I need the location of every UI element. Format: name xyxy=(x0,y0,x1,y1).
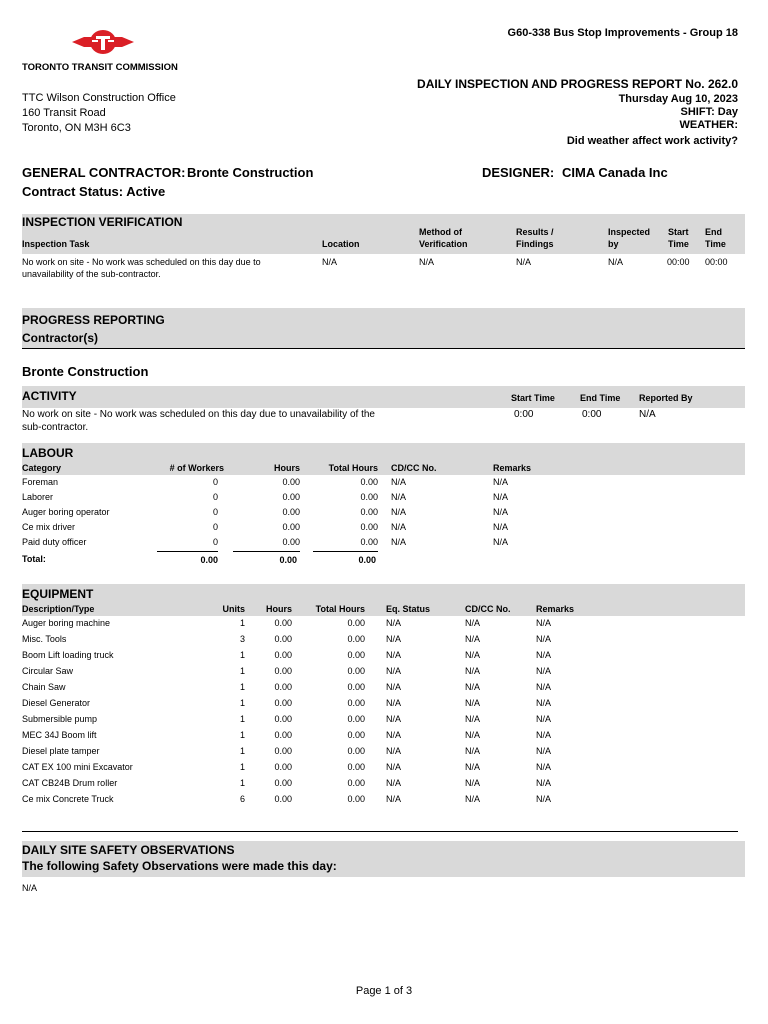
inspection-location: N/A xyxy=(322,257,338,267)
activity-title: ACTIVITY xyxy=(22,389,77,403)
equipment-cell-hours: 0.00 xyxy=(274,778,292,788)
report-title: DAILY INSPECTION AND PROGRESS REPORT No. 262.0 xyxy=(417,77,738,91)
office-line-3: Toronto, ON M3H 6C3 xyxy=(22,122,131,134)
equipment-cell-total: 0.00 xyxy=(347,682,365,692)
col-labour-remarks: Remarks xyxy=(493,463,532,473)
equipment-cell-total: 0.00 xyxy=(347,634,365,644)
weather-question: Did weather affect work activity? xyxy=(566,135,738,147)
equipment-cell-desc: Chain Saw xyxy=(22,682,66,692)
safety-divider xyxy=(22,831,738,832)
labour-total-line-3 xyxy=(313,551,378,552)
equipment-cell-status: N/A xyxy=(386,650,402,660)
equipment-cell-hours: 0.00 xyxy=(274,746,292,756)
equipment-cell-hours: 0.00 xyxy=(274,618,292,628)
equipment-cell-total: 0.00 xyxy=(347,698,365,708)
equipment-cell-hours: 0.00 xyxy=(274,634,292,644)
activity-reported-by: N/A xyxy=(639,409,656,420)
equipment-header-bar xyxy=(22,584,745,616)
col-location: Location xyxy=(322,239,360,249)
inspection-inspected-by: N/A xyxy=(608,257,624,267)
equipment-cell-status: N/A xyxy=(386,762,402,772)
equipment-cell-units: 1 xyxy=(239,698,245,708)
page-number: Page 1 of 3 xyxy=(355,985,413,997)
equipment-cell-total: 0.00 xyxy=(347,762,365,772)
equipment-cell-hours: 0.00 xyxy=(274,682,292,692)
labour-cell-remarks: N/A xyxy=(493,492,509,502)
activity-header-bar xyxy=(22,386,745,408)
equipment-cell-total: 0.00 xyxy=(347,666,365,676)
col-labour-hours: Hours xyxy=(273,463,300,473)
inspection-task-line-2: unavailability of the sub-contractor. xyxy=(22,269,161,279)
labour-cell-total: 0.00 xyxy=(360,537,378,547)
equipment-cell-cdcc: N/A xyxy=(465,682,481,692)
col-inspected-2: by xyxy=(608,239,619,249)
equipment-cell-status: N/A xyxy=(386,666,402,676)
equipment-cell-remarks: N/A xyxy=(536,762,552,772)
labour-cell-category: Foreman xyxy=(22,477,59,487)
inspection-task-line-1: No work on site - No work was scheduled on this day due to xyxy=(22,257,261,267)
equipment-cell-units: 1 xyxy=(239,618,245,628)
labour-cell-workers: 0 xyxy=(212,507,218,517)
equipment-cell-desc: CAT CB24B Drum roller xyxy=(22,778,118,788)
shift: SHIFT: Day xyxy=(680,106,738,118)
col-equip-hours: Hours xyxy=(265,604,292,614)
activity-start: 0:00 xyxy=(514,409,534,420)
labour-cell-workers: 0 xyxy=(212,537,218,547)
progress-divider xyxy=(22,348,745,349)
labour-cell-workers: 0 xyxy=(212,492,218,502)
labour-cell-total: 0.00 xyxy=(360,477,378,487)
equipment-cell-desc: Auger boring machine xyxy=(22,618,111,628)
safety-value: N/A xyxy=(22,883,38,893)
labour-cell-remarks: N/A xyxy=(493,537,509,547)
equipment-cell-cdcc: N/A xyxy=(465,714,481,724)
equipment-cell-cdcc: N/A xyxy=(465,698,481,708)
labour-cell-total: 0.00 xyxy=(360,507,378,517)
activity-desc-line-2: sub-contractor. xyxy=(22,422,89,433)
safety-title: DAILY SITE SAFETY OBSERVATIONS xyxy=(22,843,235,857)
labour-cell-remarks: N/A xyxy=(493,477,509,487)
equipment-cell-hours: 0.00 xyxy=(274,666,292,676)
col-labour-workers: # of Workers xyxy=(169,463,224,473)
labour-cell-remarks: N/A xyxy=(493,522,509,532)
equipment-cell-status: N/A xyxy=(386,618,402,628)
equipment-cell-units: 1 xyxy=(239,714,245,724)
equipment-cell-total: 0.00 xyxy=(347,650,365,660)
equipment-cell-units: 1 xyxy=(239,666,245,676)
equipment-cell-status: N/A xyxy=(386,714,402,724)
equipment-cell-units: 1 xyxy=(239,778,245,788)
equipment-cell-desc: Circular Saw xyxy=(22,666,74,676)
equipment-cell-cdcc: N/A xyxy=(465,762,481,772)
equipment-cell-desc: Boom Lift loading truck xyxy=(22,650,114,660)
equipment-cell-remarks: N/A xyxy=(536,666,552,676)
equipment-cell-cdcc: N/A xyxy=(465,650,481,660)
general-contractor: Bronte Construction xyxy=(187,165,314,180)
labour-cell-category: Auger boring operator xyxy=(22,507,110,517)
equipment-cell-remarks: N/A xyxy=(536,730,552,740)
equipment-cell-desc: Diesel plate tamper xyxy=(22,746,100,756)
equipment-cell-desc: Ce mix Concrete Truck xyxy=(22,794,114,804)
labour-total-line-1 xyxy=(157,551,218,552)
equipment-cell-status: N/A xyxy=(386,746,402,756)
contract-status: Contract Status: Active xyxy=(22,184,166,199)
labour-cell-total: 0.00 xyxy=(360,522,378,532)
equipment-cell-cdcc: N/A xyxy=(465,794,481,804)
equipment-cell-cdcc: N/A xyxy=(465,618,481,628)
labour-total-total: 0.00 xyxy=(358,555,376,565)
labour-cell-hours: 0.00 xyxy=(282,507,300,517)
equipment-cell-units: 3 xyxy=(239,634,245,644)
labour-cell-total: 0.00 xyxy=(360,492,378,502)
activity-desc-line-1: No work on site - No work was scheduled on this day due to unavailability of the xyxy=(22,409,375,420)
equipment-cell-cdcc: N/A xyxy=(465,778,481,788)
labour-title: LABOUR xyxy=(22,446,74,460)
weather-label: WEATHER: xyxy=(679,119,738,131)
equipment-cell-hours: 0.00 xyxy=(274,650,292,660)
general-contractor-label: GENERAL CONTRACTOR: xyxy=(22,165,186,180)
col-equip-cdcc: CD/CC No. xyxy=(465,604,511,614)
col-equip-units: Units xyxy=(222,604,245,614)
col-equip-total: Total Hours xyxy=(315,604,365,614)
equipment-cell-total: 0.00 xyxy=(347,794,365,804)
col-end-1: End xyxy=(705,227,722,237)
col-activity-end: End Time xyxy=(580,393,621,403)
equipment-cell-units: 1 xyxy=(239,730,245,740)
contractor-name: Bronte Construction xyxy=(22,364,149,379)
equipment-cell-hours: 0.00 xyxy=(274,714,292,724)
safety-subtitle: The following Safety Observations were made this day: xyxy=(22,859,337,873)
col-inspected-1: Inspected xyxy=(608,227,651,237)
col-activity-start: Start Time xyxy=(511,393,555,403)
equipment-cell-remarks: N/A xyxy=(536,714,552,724)
labour-total-label: Total: xyxy=(22,554,46,564)
inspection-end: 00:00 xyxy=(705,257,728,267)
progress-title: PROGRESS REPORTING xyxy=(22,313,165,327)
equipment-cell-hours: 0.00 xyxy=(274,698,292,708)
designer-label: DESIGNER: xyxy=(482,165,555,180)
equipment-cell-hours: 0.00 xyxy=(274,762,292,772)
equipment-cell-desc: Submersible pump xyxy=(22,714,98,724)
col-results-1: Results / xyxy=(516,227,554,237)
labour-total-workers: 0.00 xyxy=(200,555,218,565)
equipment-cell-desc: MEC 34J Boom lift xyxy=(22,730,97,740)
equipment-cell-units: 1 xyxy=(239,650,245,660)
designer: CIMA Canada Inc xyxy=(562,165,668,180)
col-labour-total: Total Hours xyxy=(328,463,378,473)
labour-cell-cdcc: N/A xyxy=(391,492,407,502)
equipment-cell-total: 0.00 xyxy=(347,714,365,724)
equipment-cell-units: 1 xyxy=(239,682,245,692)
equipment-cell-remarks: N/A xyxy=(536,794,552,804)
labour-cell-remarks: N/A xyxy=(493,507,509,517)
equipment-cell-hours: 0.00 xyxy=(274,794,292,804)
inspection-start: 00:00 xyxy=(667,257,690,267)
equipment-cell-desc: CAT EX 100 mini Excavator xyxy=(22,762,133,772)
labour-cell-cdcc: N/A xyxy=(391,477,407,487)
inspection-title: INSPECTION VERIFICATION xyxy=(22,215,183,229)
labour-cell-workers: 0 xyxy=(212,522,218,532)
equipment-cell-units: 1 xyxy=(239,762,245,772)
col-start-2: Time xyxy=(668,239,689,249)
equipment-cell-desc: Misc. Tools xyxy=(22,634,67,644)
equipment-cell-status: N/A xyxy=(386,634,402,644)
col-inspection-task: Inspection Task xyxy=(22,239,90,249)
equipment-cell-status: N/A xyxy=(386,682,402,692)
labour-cell-cdcc: N/A xyxy=(391,537,407,547)
labour-cell-category: Paid duty officer xyxy=(22,537,87,547)
activity-end: 0:00 xyxy=(582,409,602,420)
equipment-cell-cdcc: N/A xyxy=(465,666,481,676)
equipment-cell-total: 0.00 xyxy=(347,746,365,756)
col-results-2: Findings xyxy=(516,239,554,249)
org-name: TORONTO TRANSIT COMMISSION xyxy=(22,62,178,73)
labour-cell-hours: 0.00 xyxy=(282,477,300,487)
equipment-cell-total: 0.00 xyxy=(347,618,365,628)
labour-header-bar xyxy=(22,443,745,475)
equipment-cell-status: N/A xyxy=(386,698,402,708)
equipment-cell-remarks: N/A xyxy=(536,746,552,756)
col-activity-reported: Reported By xyxy=(639,393,693,403)
ttc-logo-icon xyxy=(70,28,136,58)
col-equip-status: Eq. Status xyxy=(386,604,431,614)
equipment-cell-desc: Diesel Generator xyxy=(22,698,91,708)
office-line-1: TTC Wilson Construction Office xyxy=(22,92,176,104)
equipment-cell-remarks: N/A xyxy=(536,634,552,644)
equipment-cell-cdcc: N/A xyxy=(465,746,481,756)
inspection-method: N/A xyxy=(419,257,435,267)
col-end-2: Time xyxy=(705,239,726,249)
col-equip-desc: Description/Type xyxy=(22,604,95,614)
equipment-cell-remarks: N/A xyxy=(536,650,552,660)
col-method-2: Verification xyxy=(419,239,468,249)
equipment-cell-remarks: N/A xyxy=(536,778,552,788)
col-equip-remarks: Remarks xyxy=(536,604,575,614)
equipment-cell-units: 1 xyxy=(239,746,245,756)
equipment-cell-status: N/A xyxy=(386,730,402,740)
labour-cell-cdcc: N/A xyxy=(391,507,407,517)
labour-cell-hours: 0.00 xyxy=(282,537,300,547)
office-line-2: 160 Transit Road xyxy=(22,107,106,119)
equipment-cell-total: 0.00 xyxy=(347,730,365,740)
col-labour-cdcc: CD/CC No. xyxy=(391,463,437,473)
labour-total-hours: 0.00 xyxy=(279,555,297,565)
labour-cell-cdcc: N/A xyxy=(391,522,407,532)
col-method-1: Method of xyxy=(419,227,462,237)
labour-cell-category: Laborer xyxy=(22,492,54,502)
equipment-cell-units: 6 xyxy=(239,794,245,804)
equipment-cell-cdcc: N/A xyxy=(465,634,481,644)
project-title: G60-338 Bus Stop Improvements - Group 18 xyxy=(507,27,738,39)
labour-cell-workers: 0 xyxy=(212,477,218,487)
equipment-cell-remarks: N/A xyxy=(536,682,552,692)
labour-total-line-2 xyxy=(233,551,300,552)
labour-cell-category: Ce mix driver xyxy=(22,522,76,532)
labour-cell-hours: 0.00 xyxy=(282,522,300,532)
equipment-cell-remarks: N/A xyxy=(536,618,552,628)
equipment-cell-hours: 0.00 xyxy=(274,730,292,740)
equipment-cell-status: N/A xyxy=(386,778,402,788)
progress-subtitle: Contractor(s) xyxy=(22,331,99,345)
report-date: Thursday Aug 10, 2023 xyxy=(618,93,738,105)
equipment-title: EQUIPMENT xyxy=(22,587,94,601)
col-start-1: Start xyxy=(668,227,689,237)
equipment-cell-total: 0.00 xyxy=(347,778,365,788)
equipment-cell-status: N/A xyxy=(386,794,402,804)
col-labour-category: Category xyxy=(22,463,62,473)
equipment-cell-remarks: N/A xyxy=(536,698,552,708)
inspection-results: N/A xyxy=(516,257,532,267)
labour-cell-hours: 0.00 xyxy=(282,492,300,502)
equipment-cell-cdcc: N/A xyxy=(465,730,481,740)
